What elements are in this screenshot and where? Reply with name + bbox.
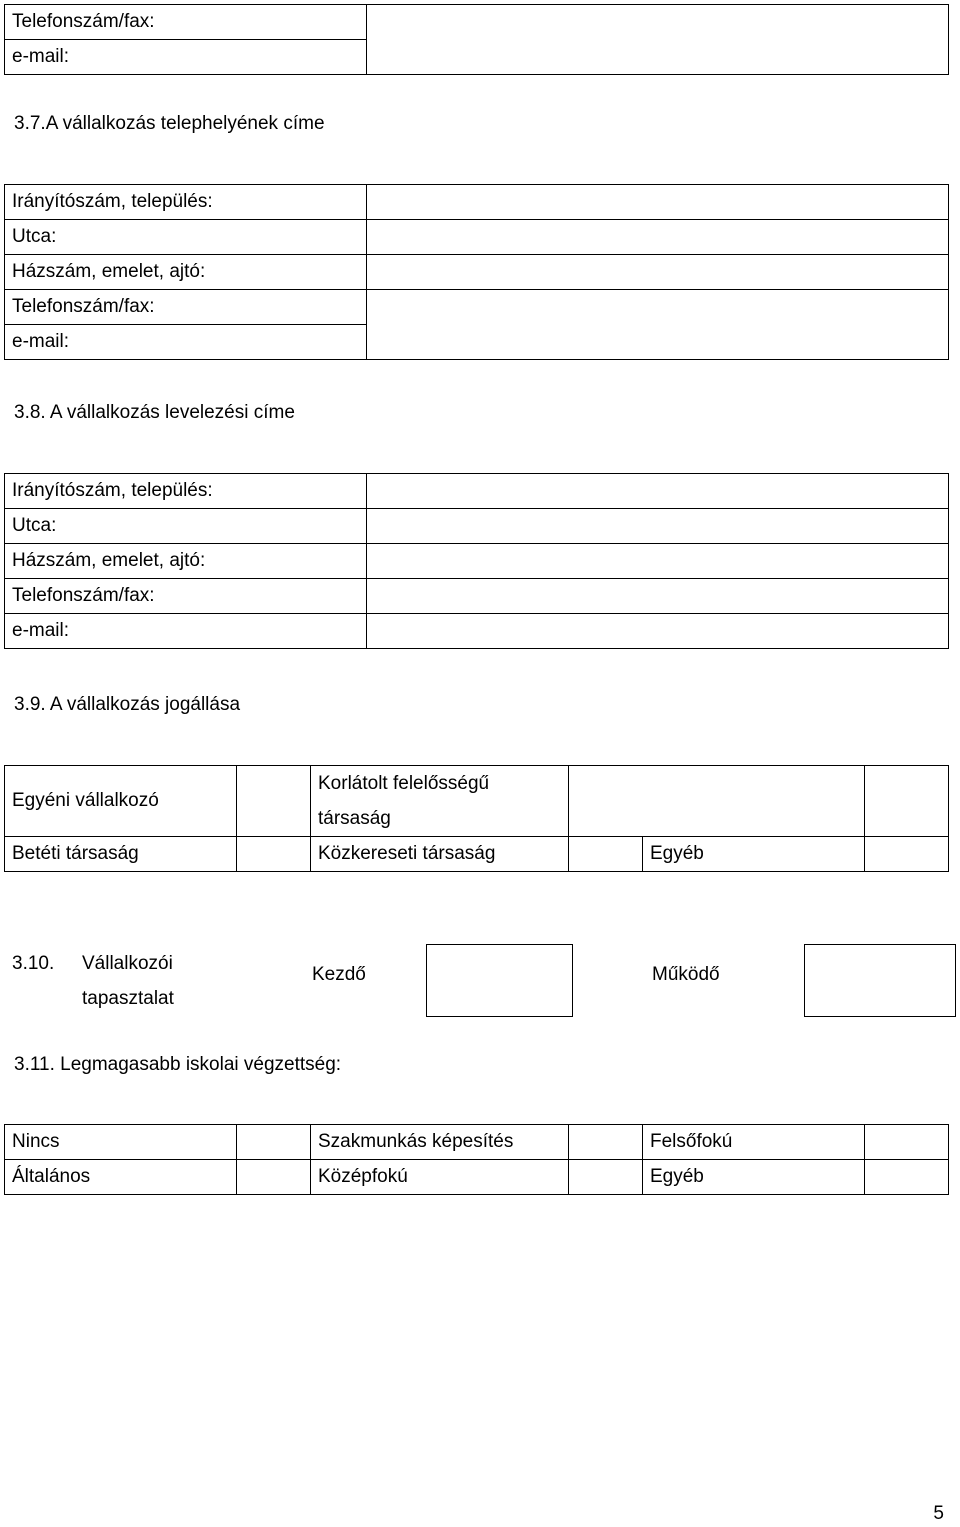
section-3-10-title-line2: tapasztalat: [82, 988, 174, 1009]
phone-fax-label: Telefonszám/fax:: [5, 579, 367, 614]
experience-section: [12, 944, 956, 1017]
section-3-8-title: 3.8. A vállalkozás levelezési címe: [14, 402, 295, 423]
table-row: [5, 837, 949, 872]
table-row: [5, 290, 949, 325]
education-secondary-label: Középfokú: [311, 1160, 569, 1195]
table-row: [5, 579, 949, 614]
table-row: [5, 5, 949, 40]
table-row: [5, 1160, 949, 1195]
site-street-field[interactable]: [367, 220, 949, 255]
education-none-checkbox[interactable]: [237, 1125, 311, 1160]
email-label: e-mail:: [5, 614, 367, 649]
section-3-7-title: 3.7.A vállalkozás telephelyének címe: [14, 113, 325, 134]
mail-email-field[interactable]: [367, 614, 949, 649]
llc-label-line2: társaság: [318, 808, 391, 829]
table-row: [5, 255, 949, 290]
education-vocational-checkbox[interactable]: [569, 1125, 643, 1160]
postcode-city-label: Irányítószám, település:: [5, 474, 367, 509]
house-floor-door-label: Házszám, emelet, ajtó:: [5, 255, 367, 290]
education-table: [4, 1124, 949, 1195]
education-primary-checkbox[interactable]: [237, 1160, 311, 1195]
table-row: [5, 220, 949, 255]
site-phone-email-field[interactable]: [367, 290, 949, 360]
mail-phone-fax-field[interactable]: [367, 579, 949, 614]
education-primary-label: Általános: [5, 1160, 237, 1195]
section-3-11-title: 3.11. Legmagasabb iskolai végzettség:: [14, 1054, 342, 1075]
house-floor-door-label: Házszám, emelet, ajtó:: [5, 544, 367, 579]
empty-cell: [865, 766, 949, 837]
education-vocational-label: Szakmunkás képesítés: [311, 1125, 569, 1160]
operating-checkbox[interactable]: [804, 944, 956, 1017]
llc-label: [311, 766, 569, 837]
limited-partnership-label: Betéti társaság: [5, 837, 237, 872]
phone-fax-label: Telefonszám/fax:: [5, 5, 367, 40]
other-legal-form-checkbox[interactable]: [865, 837, 949, 872]
limited-partnership-checkbox[interactable]: [237, 837, 311, 872]
education-other-label: Egyéb: [643, 1160, 865, 1195]
section-3-10-title-line1: Vállalkozói: [82, 953, 173, 974]
postcode-city-label: Irányítószám, település:: [5, 185, 367, 220]
other-legal-form-label: Egyéb: [643, 837, 865, 872]
education-secondary-checkbox[interactable]: [569, 1160, 643, 1195]
mail-postcode-city-field[interactable]: [367, 474, 949, 509]
sole-trader-checkbox[interactable]: [237, 766, 311, 837]
section-3-10-title: [82, 946, 174, 1016]
site-address-table: [4, 184, 949, 360]
page-number: 5: [933, 1503, 944, 1524]
phone-fax-label: Telefonszám/fax:: [5, 290, 367, 325]
table-row: [5, 766, 949, 837]
site-house-floor-door-field[interactable]: [367, 255, 949, 290]
education-other-checkbox[interactable]: [865, 1160, 949, 1195]
street-label: Utca:: [5, 220, 367, 255]
llc-checkbox[interactable]: [569, 766, 865, 837]
education-none-label: Nincs: [5, 1125, 237, 1160]
table-row: [5, 185, 949, 220]
contact-table-top: [4, 4, 949, 75]
email-label: e-mail:: [5, 325, 367, 360]
table-row: [5, 474, 949, 509]
education-higher-label: Felsőfokú: [643, 1125, 865, 1160]
table-row: [5, 509, 949, 544]
street-label: Utca:: [5, 509, 367, 544]
table-row: [5, 614, 949, 649]
beginner-label: Kezdő: [312, 964, 366, 985]
mailing-address-table: [4, 473, 949, 649]
legal-form-table: [4, 765, 949, 872]
site-postcode-city-field[interactable]: [367, 185, 949, 220]
general-partnership-checkbox[interactable]: [569, 837, 643, 872]
sole-trader-label: Egyéni vállalkozó: [5, 766, 237, 837]
mail-house-floor-door-field[interactable]: [367, 544, 949, 579]
general-partnership-label: Közkereseti társaság: [311, 837, 569, 872]
table-row: [5, 544, 949, 579]
operating-label: Működő: [652, 964, 720, 985]
section-3-9-title: 3.9. A vállalkozás jogállása: [14, 694, 241, 715]
email-label: e-mail:: [5, 40, 367, 75]
table-row: [5, 1125, 949, 1160]
beginner-checkbox[interactable]: [426, 944, 573, 1017]
section-3-10-number: 3.10.: [12, 953, 55, 974]
phone-fax-email-field[interactable]: [367, 5, 949, 75]
mail-street-field[interactable]: [367, 509, 949, 544]
llc-label-line1: Korlátolt felelősségű: [318, 773, 490, 794]
education-higher-checkbox[interactable]: [865, 1125, 949, 1160]
